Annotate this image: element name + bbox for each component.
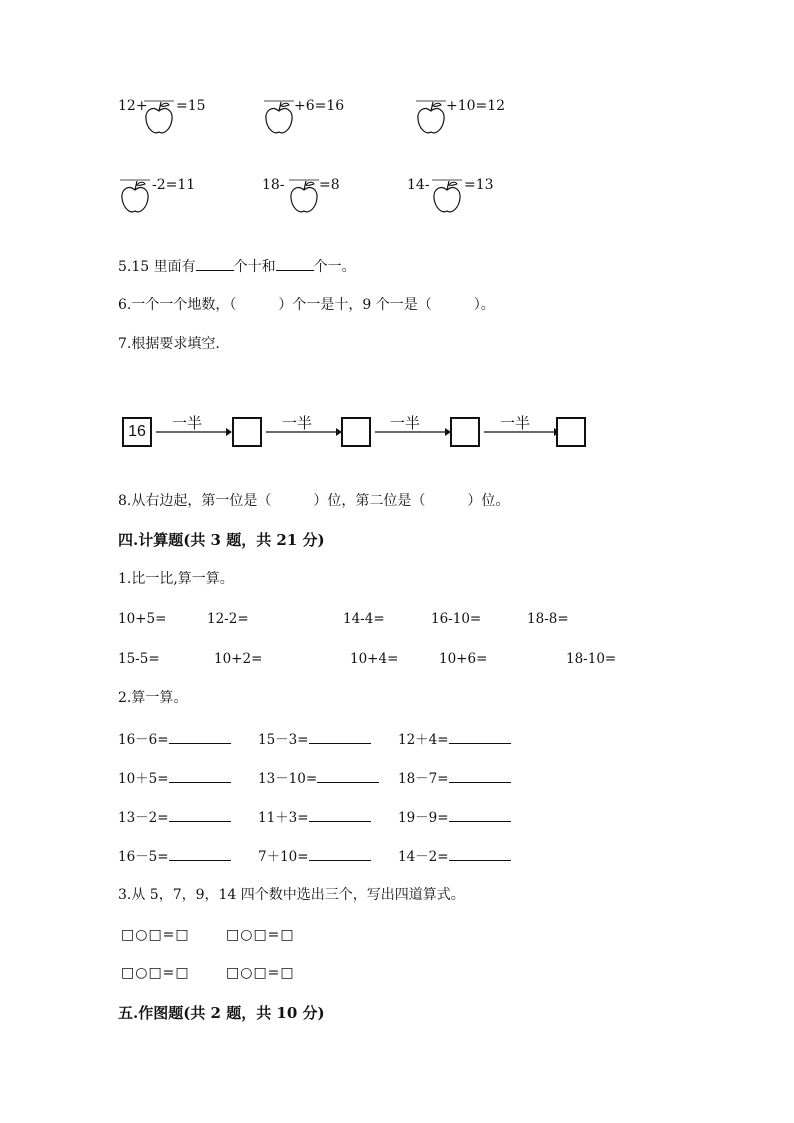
calc-item: 18-8=: [527, 611, 569, 627]
apple-icon: [142, 97, 176, 137]
answer-blank[interactable]: [169, 807, 231, 822]
equation-suffix: =13: [464, 177, 494, 193]
calc-item: 18-10=: [566, 651, 617, 667]
answer-box[interactable]: [556, 417, 586, 447]
equation-suffix: +10=12: [446, 98, 506, 114]
calc-item: 7＋10=: [258, 846, 371, 866]
calc-item: 14－2=: [398, 846, 511, 866]
equation-template[interactable]: □○□=□: [121, 927, 190, 943]
calc-item: 10+5=: [118, 611, 167, 627]
apple-icon: [262, 97, 296, 137]
calc-item: 12-2=: [207, 611, 249, 627]
calc-item: 15-5=: [118, 651, 160, 667]
calc-item: 10+2=: [214, 651, 263, 667]
answer-blank[interactable]: [309, 729, 371, 744]
calc-item: 10+6=: [439, 651, 488, 667]
apple-icon: [430, 176, 464, 216]
equation-template[interactable]: □○□=□: [226, 965, 295, 981]
equation-prefix: 18-: [262, 177, 285, 193]
answer-box[interactable]: [232, 417, 262, 447]
equation-suffix: =8: [319, 177, 340, 193]
q5-text-c: 个一。: [313, 259, 356, 275]
section-5-title: 五.作图题(共 2 题，共 10 分): [118, 1004, 325, 1022]
equation-suffix: =15: [176, 98, 206, 114]
arrow-label: 一半: [390, 414, 421, 432]
calc-item: 11＋3=: [258, 807, 371, 827]
answer-blank[interactable]: [169, 846, 231, 861]
calc-item: 15－3=: [258, 729, 371, 749]
equation-suffix: +6=16: [294, 98, 345, 114]
q5-text-a: 5.15 里面有: [118, 259, 196, 275]
answer-blank[interactable]: [309, 846, 371, 861]
apple-icon: [414, 97, 448, 137]
arrow-right-icon: [484, 426, 560, 438]
arrow-right-icon: [266, 426, 342, 438]
calc-item: 16-10=: [431, 611, 482, 627]
calc-item: 10+4=: [350, 651, 399, 667]
arrow-label: 一半: [172, 414, 203, 432]
question-7-title: 7.根据要求填空.: [118, 336, 220, 352]
equation-prefix: 14-: [407, 177, 430, 193]
calc-item: 13－2=: [118, 807, 231, 827]
calc-item: 16－6=: [118, 729, 231, 749]
calc-item: 16－5=: [118, 846, 231, 866]
arrow-label: 一半: [500, 414, 531, 432]
calc-item: 12＋4=: [398, 729, 511, 749]
start-value-box: 16: [122, 417, 152, 447]
apple-icon: [118, 176, 152, 216]
equation-prefix: 12+: [118, 98, 148, 114]
calc-item: 18－7=: [398, 768, 511, 788]
answer-box[interactable]: [450, 417, 480, 447]
equation-suffix: -2=11: [152, 177, 196, 193]
answer-blank[interactable]: [276, 256, 314, 271]
answer-blank[interactable]: [169, 768, 231, 783]
question-5: [118, 256, 356, 276]
apple-icon: [287, 176, 321, 216]
calc-item: 13－10=: [258, 768, 379, 788]
answer-box[interactable]: [341, 417, 371, 447]
answer-blank[interactable]: [317, 768, 379, 783]
arrow-right-icon: [375, 426, 451, 438]
equation-template[interactable]: □○□=□: [226, 927, 295, 943]
answer-blank[interactable]: [169, 729, 231, 744]
answer-blank[interactable]: [449, 729, 511, 744]
calc-item: 10＋5=: [118, 768, 231, 788]
question-6: 6.一个一个地数，（ ）个一是十，9 个一是（ ）。: [118, 297, 495, 313]
answer-blank[interactable]: [196, 256, 234, 271]
s4-q3-title: 3.从 5，7，9，14 四个数中选出三个，写出四道算式。: [118, 887, 465, 903]
arrow-right-icon: [156, 426, 232, 438]
calc-item: 19－9=: [398, 807, 511, 827]
calc-item: 14-4=: [343, 611, 385, 627]
arrow-label: 一半: [282, 414, 313, 432]
answer-blank[interactable]: [449, 807, 511, 822]
answer-blank[interactable]: [449, 846, 511, 861]
section-4-title: 四.计算题(共 3 题，共 21 分): [118, 531, 325, 549]
equation-template[interactable]: □○□=□: [121, 965, 190, 981]
s4-q2-title: 2.算一算。: [118, 690, 188, 706]
answer-blank[interactable]: [449, 768, 511, 783]
q5-text-b: 个十和: [233, 259, 276, 275]
answer-blank[interactable]: [309, 807, 371, 822]
s4-q1-title: 1.比一比,算一算。: [118, 571, 234, 587]
question-8: 8.从右边起，第一位是（ ）位，第二位是（ ）位。: [118, 493, 510, 509]
